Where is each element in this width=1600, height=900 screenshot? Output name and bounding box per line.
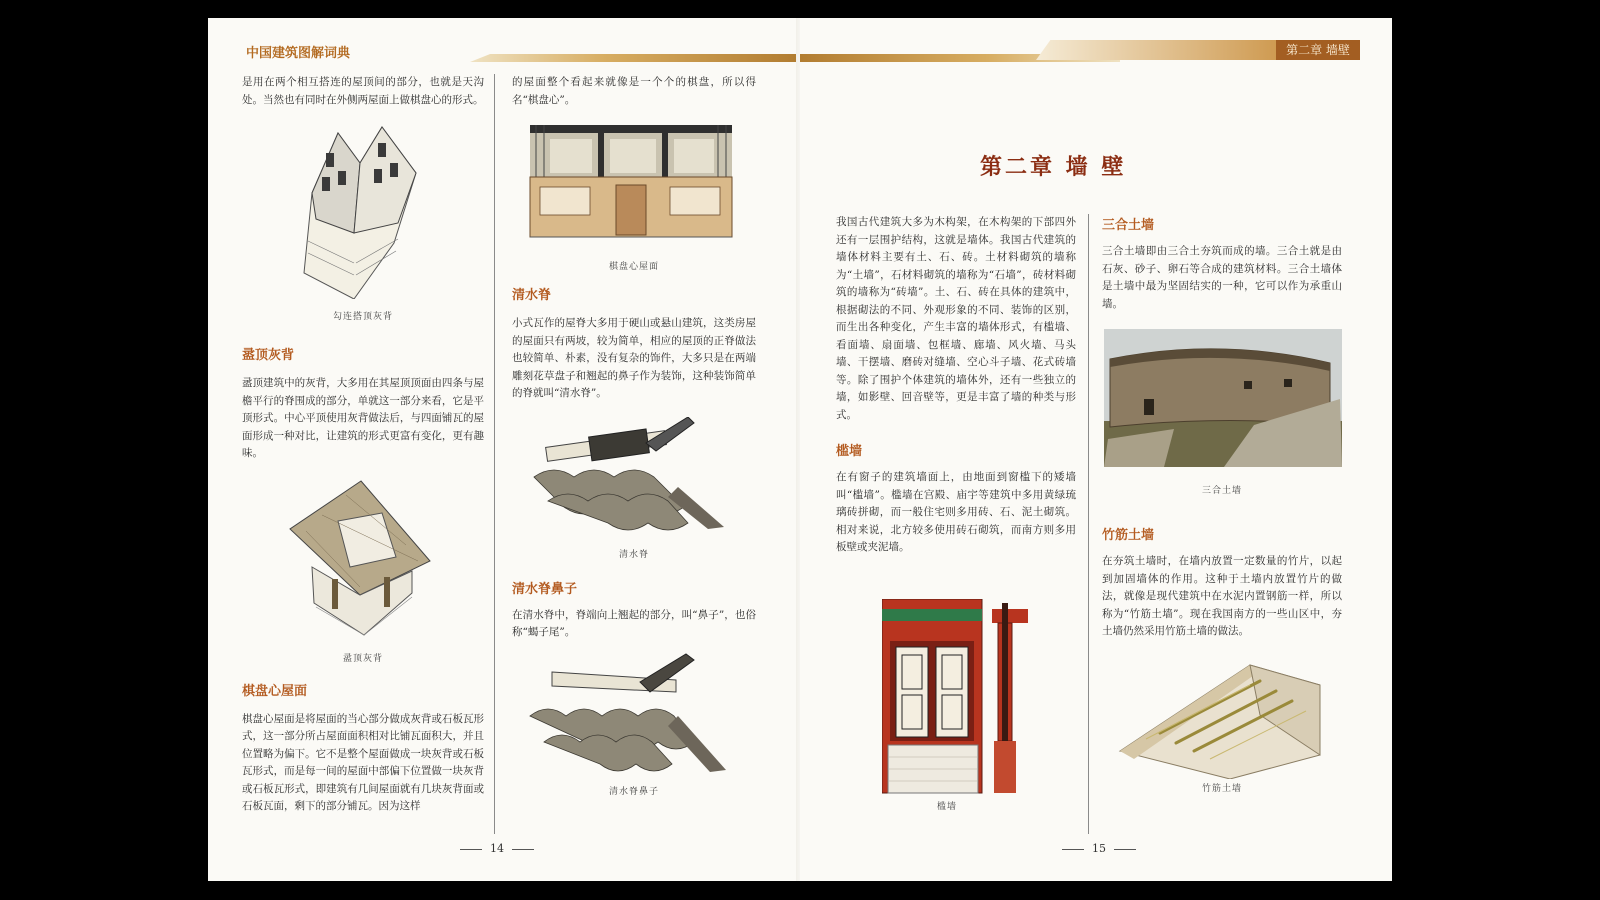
header-band	[1036, 40, 1276, 60]
page-number: 15	[1054, 842, 1144, 855]
qingshui-ridge-tail-illustration	[522, 652, 756, 782]
qipanxin-roof-illustration	[528, 123, 756, 241]
body-text: 在夯筑土墙时，在墙内放置一定数量的竹片，以起到加固墙体的作用。这种于土墙内放置竹片的做法，就像是现代建筑中在水泥内置钢筋一样，所以称为“竹筋土墙”。现在我国南方的一些山区中，夯土墙仍然采用竹筋土墙的做法。	[1102, 555, 1342, 637]
body-text: 盝顶建筑中的灰背，大多用在其屋顶顶面由四条与屋檐平行的脊围成的部分，单就这一部分来看，它是平顶形式。中心平顶使用灰背做法后，与四面铺瓦的屋面形成一种对比，让建筑的形式更富有变化，更有趣味。	[242, 377, 484, 459]
body-text: 三合土墙即由三合土夯筑而成的墙。三合土就是由石灰、砂子、卵石等合成的建筑材料。三合土墙体是土墙中最为坚固结实的一种，它可以作为承重山墙。	[1102, 245, 1342, 310]
chapter-label: 第二章 墙壁	[1276, 40, 1360, 60]
luding-roof-illustration	[286, 475, 484, 645]
page-number: 14	[452, 842, 542, 855]
figure-caption: 勾连搭顶灰背	[332, 312, 393, 322]
book-title: 中国建筑图解词典	[246, 46, 351, 61]
body-text: 在清水脊中，脊端向上翘起的部分，叫“鼻子”，也俗称“蝎子尾”。	[512, 608, 756, 638]
figure-caption: 三合土墙	[1201, 486, 1242, 496]
section-heading: 清水脊	[512, 288, 552, 303]
goulianda-roof-illustration	[298, 123, 484, 299]
right-column-2	[1102, 214, 1342, 794]
kan-wall-illustration	[882, 599, 1076, 795]
section-heading: 清水脊鼻子	[512, 581, 578, 597]
header-band	[470, 54, 796, 62]
body-text: 的屋面整个看起来就像是一个个的棋盘，所以得名“棋盘心”。	[512, 76, 756, 106]
body-text: 小式瓦作的屋脊大多用于硬山或悬山建筑，这类房屋的屋面只有两坡，较为简单，相应的屋顶的正脊做法也较简单、朴素，没有复杂的饰件，大多只是在两端雕刻花草盘子和翘起的鼻子作为装饰，这种装饰简单的脊就叫“清水脊”。	[512, 317, 756, 399]
zhujin-wall-illustration	[1110, 655, 1342, 779]
left-column-2	[512, 74, 756, 797]
body-text: 我国古代建筑大多为木构架，在木构架的下部四外还有一层围护结构，这就是墙体。我国古代建筑的墙体材料主要有土、石、砖。土材料砌筑的墙称为“土墙”，石材料砌筑的墙称为“石墙”，砖材料砌筑的墙称为“砖墙”。土、石、砖在具体的建筑中，根据砌法的不同、外观形象的不同、装饰的区别，而生出各种变化，产生丰富的墙体形式，有槛墙、看面墙、扇面墙、包框墙、廊墙、风火墙、马头墙、干摆墙、磨砖对缝墙、空心斗子墙、花式砖墙等。除了围护个体建筑的墙体外，还有一些独立的墙，如影壁、回音壁等，更是丰富了墙的种类与形式。	[836, 216, 1076, 421]
column-divider	[1088, 214, 1089, 834]
body-text: 棋盘心屋面是将屋面的当心部分做成灰背或石板瓦形式，这一部分所占屋面面积相对比铺瓦面积大，并且位置略为偏下。它不是整个屋面做成一块灰背或石板瓦形式，而是每一间的屋面中部偏下位置做一块灰背或石板瓦形式，即建筑有几间屋面就有几块灰背面或石板瓦面，剩下的部分铺瓦。因为这样	[242, 712, 484, 812]
column-divider	[494, 74, 495, 834]
figure-caption: 槛墙	[936, 801, 957, 812]
body-text: 是用在两个相互搭连的屋顶间的部分，也就是天沟处。当然也有同时在外侧两屋面上做棋盘心的形式。	[242, 76, 484, 106]
section-heading: 三合土墙	[1102, 218, 1155, 233]
figure-caption: 盝顶灰背	[342, 653, 383, 664]
left-page	[208, 18, 796, 881]
section-heading: 盝顶灰背	[242, 348, 295, 363]
body-text: 在有窗子的建筑墙面上，由地面到窗槛下的矮墙叫“槛墙”。槛墙在宫殿、庙宇等建筑中多用黄绿琉璃砖拼砌，而一般住宅则多用砖、石、泥土砌筑。相对来说，北方较多使用砖石砌筑，而南方则多用板壁或夹泥墙。	[836, 471, 1076, 553]
chapter-title: 第二章 墙 壁	[980, 154, 1127, 180]
figure-caption: 竹筋土墙	[1201, 783, 1242, 794]
section-heading: 棋盘心屋面	[242, 683, 308, 699]
qingshui-ridge-illustration	[528, 417, 756, 541]
sanhetu-wall-photo	[1104, 329, 1342, 467]
figure-caption: 清水脊鼻子	[608, 786, 659, 797]
figure-caption: 清水脊	[618, 549, 649, 560]
section-heading: 竹筋土墙	[1102, 528, 1155, 543]
left-column-1	[242, 74, 484, 816]
right-column-1	[836, 214, 1076, 812]
figure-caption: 棋盘心屋面	[608, 262, 659, 272]
right-page	[800, 18, 1392, 881]
section-heading: 槛墙	[836, 444, 863, 459]
